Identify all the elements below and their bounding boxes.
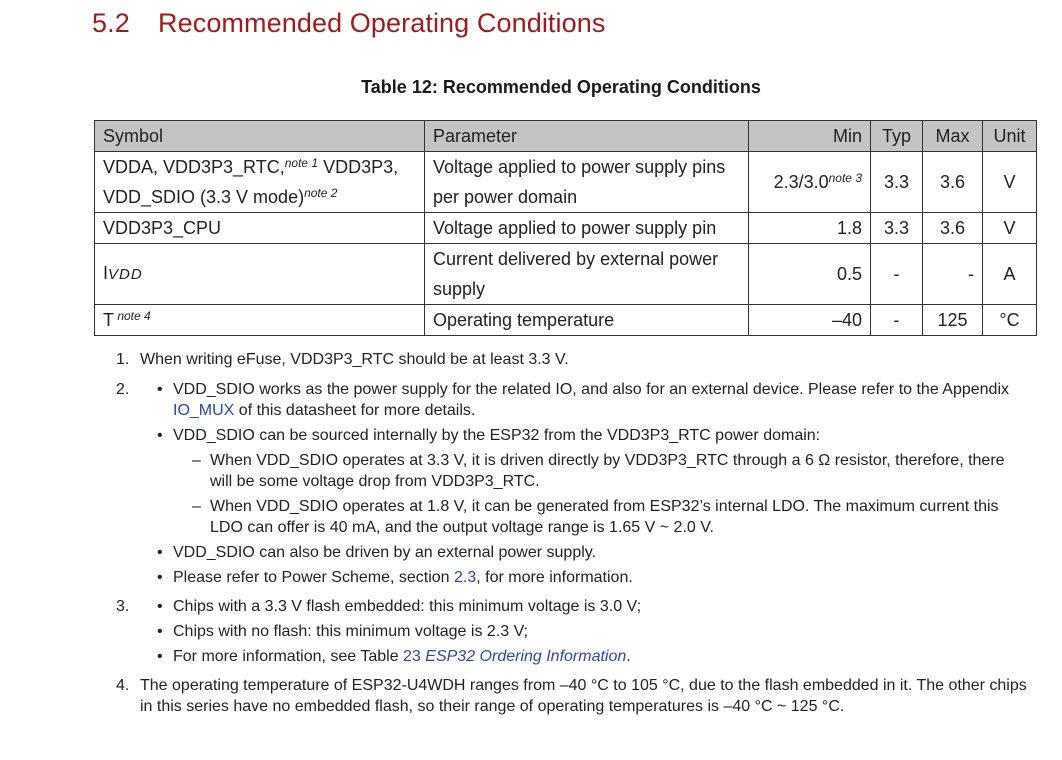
min-cell: 0.5 bbox=[749, 244, 871, 305]
min-value: 2.3/3.0 bbox=[773, 172, 829, 192]
ordering-info-link[interactable]: ESP32 Ordering Information bbox=[425, 648, 627, 665]
parameter-line: Current delivered by external power bbox=[433, 249, 719, 269]
bullet-icon: • bbox=[157, 381, 163, 398]
typ-cell: - bbox=[871, 305, 923, 336]
parameter-cell bbox=[425, 244, 749, 305]
table-notes bbox=[110, 349, 1030, 717]
bullet-text: of this datasheet for more details. bbox=[234, 402, 476, 419]
bullet-icon: • bbox=[157, 544, 163, 561]
bullet-icon: • bbox=[157, 623, 163, 640]
bullet-text: For more information, see Table bbox=[173, 648, 404, 665]
header-unit: Unit bbox=[983, 121, 1037, 152]
symbol-cell bbox=[95, 244, 425, 305]
max-cell: 125 bbox=[923, 305, 983, 336]
note-4-ref: note 4 bbox=[114, 309, 151, 323]
list-item bbox=[110, 596, 1030, 617]
header-min: Min bbox=[749, 121, 871, 152]
bullet-icon: • bbox=[157, 598, 163, 615]
list-item bbox=[110, 450, 1030, 492]
list-item bbox=[110, 646, 1030, 667]
symbol-cell bbox=[95, 152, 425, 213]
max-cell: 3.6 bbox=[923, 213, 983, 244]
symbol-line bbox=[103, 182, 416, 212]
bullet-text: VDD_SDIO works as the power supply for the related IO, and also for an external device. Please refer to the Appendix bbox=[173, 381, 1009, 398]
parameter-cell: Voltage applied to power supply pin bbox=[425, 213, 749, 244]
note-number: 3. bbox=[116, 598, 130, 615]
bullet-text: Chips with a 3.3 V flash embedded: this minimum voltage is 3.0 V; bbox=[173, 598, 642, 615]
note-text: When writing eFuse, VDD3P3_RTC should be at least 3.3 V. bbox=[140, 351, 569, 368]
header-parameter: Parameter bbox=[425, 121, 749, 152]
min-cell: 1.8 bbox=[749, 213, 871, 244]
section-heading bbox=[92, 8, 605, 39]
bullet-text: , for more information. bbox=[476, 569, 633, 586]
typ-cell: 3.3 bbox=[871, 152, 923, 213]
table-row bbox=[95, 305, 1037, 336]
parameter-line: Voltage applied to power supply pins bbox=[433, 157, 726, 177]
bullet-icon: • bbox=[157, 427, 163, 444]
max-cell: 3.6 bbox=[923, 152, 983, 213]
list-item bbox=[110, 425, 1030, 446]
bullet-text: Chips with no flash: this minimum voltage is 2.3 V; bbox=[173, 623, 529, 640]
note-1 bbox=[110, 349, 1030, 370]
note-number: 4. bbox=[116, 677, 130, 694]
note-2 bbox=[110, 379, 1030, 588]
parameter-line: per power domain bbox=[433, 187, 578, 207]
dash-text: When VDD_SDIO operates at 3.3 V, it is driven directly by VDD3P3_RTC through a 6 Ω resistor, therefore, there will be some voltage drop from VDD3P3_RTC. bbox=[210, 452, 1005, 490]
dash-text: When VDD_SDIO operates at 1.8 V, it can be generated from ESP32’s internal LDO. The maximum current this LDO can offer is 40 mA, and the output voltage range is 1.65 V ~ 2.0 V. bbox=[210, 498, 999, 536]
typ-cell: - bbox=[871, 244, 923, 305]
symbol-cell: VDD3P3_CPU bbox=[95, 213, 425, 244]
note-3-ref: note 3 bbox=[828, 171, 862, 185]
parameter-cell: Operating temperature bbox=[425, 305, 749, 336]
section-title: Recommended Operating Conditions bbox=[158, 8, 606, 38]
list-item bbox=[110, 567, 1030, 588]
dash-icon: – bbox=[192, 452, 201, 469]
header-max: Max bbox=[923, 121, 983, 152]
list-item bbox=[110, 379, 1030, 421]
table-header-row bbox=[95, 121, 1037, 152]
symbol-line bbox=[103, 152, 416, 182]
symbol-cell bbox=[95, 305, 425, 336]
operating-conditions-table bbox=[94, 120, 1037, 336]
note-4 bbox=[110, 675, 1030, 717]
bullet-text: VDD_SDIO can be sourced internally by the ESP32 from the VDD3P3_RTC power domain: bbox=[173, 427, 821, 444]
symbol-text: VDD_SDIO (3.3 V mode) bbox=[103, 187, 305, 207]
list-item bbox=[110, 621, 1030, 642]
unit-cell: A bbox=[983, 244, 1037, 305]
section-number: 5.2 bbox=[92, 8, 130, 38]
io-mux-link[interactable]: IO_MUX bbox=[173, 402, 235, 419]
note-1-ref: note 1 bbox=[284, 156, 319, 170]
unit-cell: °C bbox=[983, 305, 1037, 336]
bullet-icon: • bbox=[157, 648, 163, 665]
symbol-text: I bbox=[103, 263, 109, 283]
table-row bbox=[95, 152, 1037, 213]
table-caption: Table 12: Recommended Operating Conditions bbox=[361, 77, 761, 97]
symbol-text: VDD3P3, bbox=[318, 157, 399, 177]
table-row bbox=[95, 213, 1037, 244]
note-number: 2. bbox=[116, 381, 130, 398]
table-23-link[interactable]: 23 bbox=[403, 648, 421, 665]
bullet-text: Please refer to Power Scheme, section bbox=[173, 569, 455, 586]
parameter-line: supply bbox=[433, 279, 486, 299]
unit-cell: V bbox=[983, 213, 1037, 244]
bullet-text: . bbox=[626, 648, 631, 665]
note-3 bbox=[110, 596, 1030, 667]
min-cell: –40 bbox=[749, 305, 871, 336]
symbol-subscript: VDD bbox=[108, 266, 143, 283]
list-item bbox=[110, 496, 1030, 538]
section-2-3-link[interactable]: 2.3 bbox=[454, 569, 477, 586]
bullet-text: VDD_SDIO can also be driven by an external power supply. bbox=[173, 544, 597, 561]
note-text: The operating temperature of ESP32-U4WDH ranges from –40 °C to 105 °C, due to the flash embedded in it. The other chips in this series have no embedded flash, so their range of operating temperatures is –40 °C ~ 125 °C. bbox=[140, 677, 1027, 715]
min-cell bbox=[749, 152, 871, 213]
note-2-ref: note 2 bbox=[304, 186, 338, 200]
symbol-text: T bbox=[103, 310, 114, 330]
header-symbol: Symbol bbox=[95, 121, 425, 152]
dash-icon: – bbox=[192, 498, 201, 515]
note-number: 1. bbox=[116, 351, 130, 368]
bullet-icon: • bbox=[157, 569, 163, 586]
header-typ: Typ bbox=[871, 121, 923, 152]
symbol-text: VDDA, VDD3P3_RTC, bbox=[103, 157, 285, 177]
table-row bbox=[95, 244, 1037, 305]
max-cell: - bbox=[923, 244, 983, 305]
list-item bbox=[110, 542, 1030, 563]
typ-cell: 3.3 bbox=[871, 213, 923, 244]
unit-cell: V bbox=[983, 152, 1037, 213]
parameter-cell bbox=[425, 152, 749, 213]
